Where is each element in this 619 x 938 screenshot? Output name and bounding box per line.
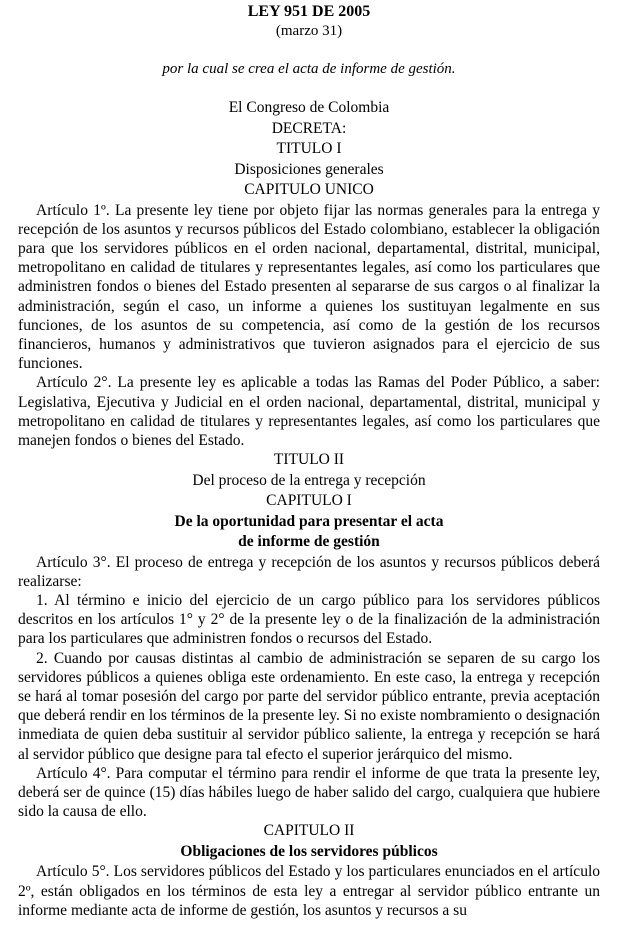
law-date: (marzo 31) xyxy=(275,23,343,39)
law-title: LEY 951 DE 2005 xyxy=(247,3,371,20)
article-2: Artículo 2°. La presente ley es aplicable a todas las Ramas del Poder Público, a saber: Legislativa, Ejecutiva y Judicial en el orden nacional, departamental, distrital, municipal y metropolitano en calidad de titulares y representantes legales, así como los particulares que manejen fondos o bienes del Estado. xyxy=(18,374,600,449)
capitulo-unico-heading: CAPITULO UNICO xyxy=(244,181,374,198)
decreta-heading: DECRETA: xyxy=(271,119,347,137)
titulo-1-heading: TITULO I xyxy=(276,140,342,157)
capitulo-1-heading: CAPITULO I xyxy=(266,492,352,510)
capitulo-2-heading: CAPITULO II xyxy=(263,822,355,840)
capitulo-1-name-line2: de informe de gestión xyxy=(238,533,380,551)
capitulo-2-name: Obligaciones de los servidores públicos xyxy=(180,842,438,860)
article-3: Artículo 3°. El proceso de entrega y recepción de los asuntos y recursos públicos deberá realizarse: xyxy=(18,553,600,590)
article-1: Artículo 1º. La presente ley tiene por objeto fijar las normas generales para la entrega y recepción de los asuntos y recursos públicos del Estado colombiano, establecer la obligación para que los servidores públicos en el orden nacional, departamental, distrital, municipal, metropolitano en calidad de titulares y representantes legales, así como los particulares que administren fondos o bienes del Estado presenten al separarse de sus cargos o al finalizar la administración, según el caso, un informe a quienes los sustituyan legalmente en sus funciones, de los asuntos de su competencia, así como de la gestión de los recursos financieros, humanos y administrativos que tuvieron asignados para el ejercicio de sus funciones. xyxy=(18,201,600,373)
congress-heading: El Congreso de Colombia xyxy=(228,99,390,116)
article-3-item-1: 1. Al término e inicio del ejercicio de un cargo público para los servidores públicos descritos en los artículos 1° y 2° de la presente ley o de la finalización de la administración para los particulares que administren fondos o recursos del Estado. xyxy=(18,592,600,648)
article-5: Artículo 5°. Los servidores públicos del Estado y los particulares enunciados en el artículo 2º, están obligados en los términos de esta ley a entregar al servidor público entrante un informe mediante acta de informe de gestión, los asuntos y recursos a su xyxy=(18,863,600,919)
law-subject: por la cual se crea el acta de informe de gestión. xyxy=(162,61,456,77)
article-4: Artículo 4°. Para computar el término para rendir el informe de que trata la presente ley, deberá ser de quince (15) días hábiles luego de haber salido del cargo, cualquiera que hubiere sido la causa de ello. xyxy=(18,764,600,821)
capitulo-1-name-line1: De la oportunidad para presentar el acta xyxy=(174,512,444,530)
titulo-2-heading: TITULO II xyxy=(273,451,345,469)
titulo-1-name: Disposiciones generales xyxy=(234,160,384,178)
titulo-2-name: Del proceso de la entrega y recepción xyxy=(192,471,426,489)
article-3-item-2: 2. Cuando por causas distintas al cambio de administración se separen de su cargo los servidores públicos a quienes obliga este ordenamiento. En este caso, la entrega y recepción se hará al tomar posesión del cargo por parte del servidor público entrante, previa aceptación que deberá rendir en los términos de la presente ley. Si no existe nombramiento o designación inmediata de quien deba sustituir al servidor público saliente, la entrega y recepción se hará al servidor público que designe para tal efecto el superior jerárquico del mismo. xyxy=(18,649,600,763)
